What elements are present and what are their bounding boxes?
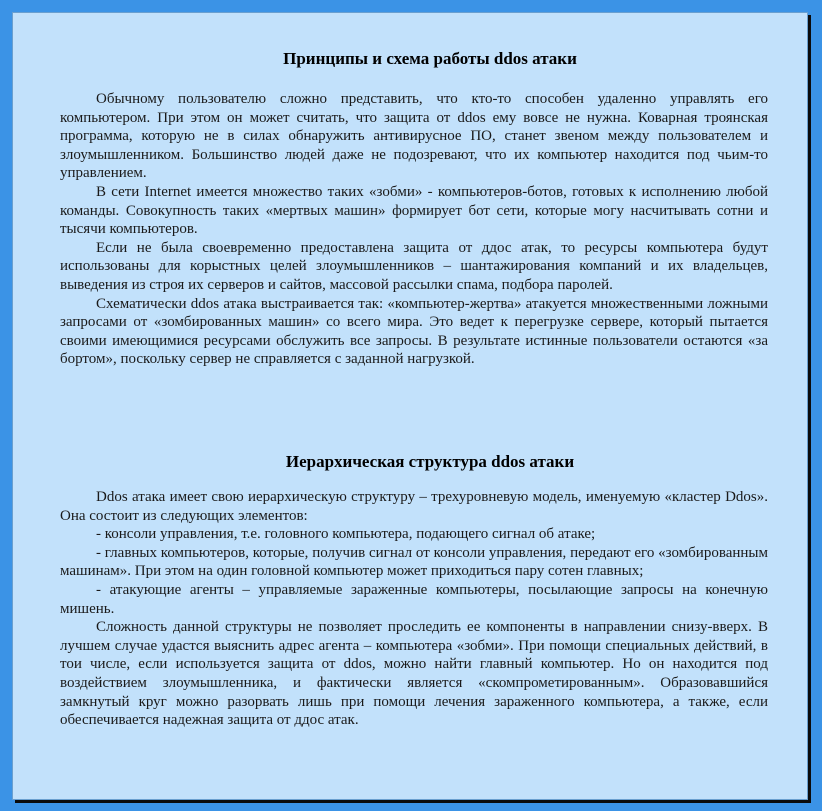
section-title-hierarchy: Иерархическая структура ddos атаки xyxy=(285,452,575,471)
paragraph: Схематически ddos атака выстраивается так: «компьютер-жертва» атакуется множественными ложными запросами от «зомбированных машин» со всего мира. Это ведет к перегрузке сервере, который пытается своими имеющимися ресурсами обслужить все запросы. В результате истинные пользователи остаются «за бортом», поскольку сервер не справляется с заданной нагрузкой. xyxy=(60,295,768,368)
paragraph: Сложность данной структуры не позволяет проследить ее компоненты в направлении снизу-вверх. В лучшем случае удастся выяснить адрес агента – компьютера «зобми». При помощи специальных действий, в тои числе, если используется защита от ddos, можно найти главный компьютер. Но он находится под воздействием злоумышленника, и фактически является «скомпрометированным». Образовавшийся замкнутый круг можно разорвать лишь при помощи лечения зараженного компьютера, а также, если обеспечивается надежная защита от ддос атак. xyxy=(60,619,768,729)
paragraph: Ddos атака имеет свою иерархическую структуру – трехуровневую модель, именуемую «кластер Ddos». Она состоит из следующих элементов: xyxy=(60,489,768,524)
section-principles xyxy=(60,90,768,369)
paragraph: Если не была своевременно предоставлена защита от ддос атак, то ресурсы компьютера будут использованы для корыстных целей злоумышленников – шантажирования компаний и их владельцев, выведения из строя их серверов и сайтов, массовой рассылки спама, подбора паролей. xyxy=(60,239,768,293)
list-item: - атакующие агенты – управляемые зараженные компьютеры, посылающие запросы на конечную мишень. xyxy=(60,581,768,617)
section-hierarchy xyxy=(60,488,768,730)
paragraph: Обычному пользователю сложно представить, что кто-то способен удаленно управлять его компьютером. При этом он может считать, что защита от ddos ему вовсе не нужна. Коварная троянская программа, которую не в силах обнаружить антивирусное ПО, станет звеном между пользователем и злоумышленником. Большинство людей даже не подозревают, что их компьютер находится под чьим-то управлением. xyxy=(60,91,768,182)
section-title-principles: Принципы и схема работы ddos атаки xyxy=(283,49,577,68)
paragraph: В сети Internet имеется множество таких «зобми» - компьютеров-ботов, готовых к исполнению любой команды. Совокупность таких «мертвых машин» формирует бот сети, которые могу насчитывать сотни и тысячи компьютеров. xyxy=(60,183,768,238)
list-item: - главных компьютеров, которые, получив сигнал от консоли управления, передают его «зомбированным машинам». При этом на один головной компьютер может приходиться пару сотен главных; xyxy=(60,544,768,580)
list-item: - консоли управления, т.е. головного компьютера, подающего сигнал об атаке; xyxy=(96,526,596,543)
